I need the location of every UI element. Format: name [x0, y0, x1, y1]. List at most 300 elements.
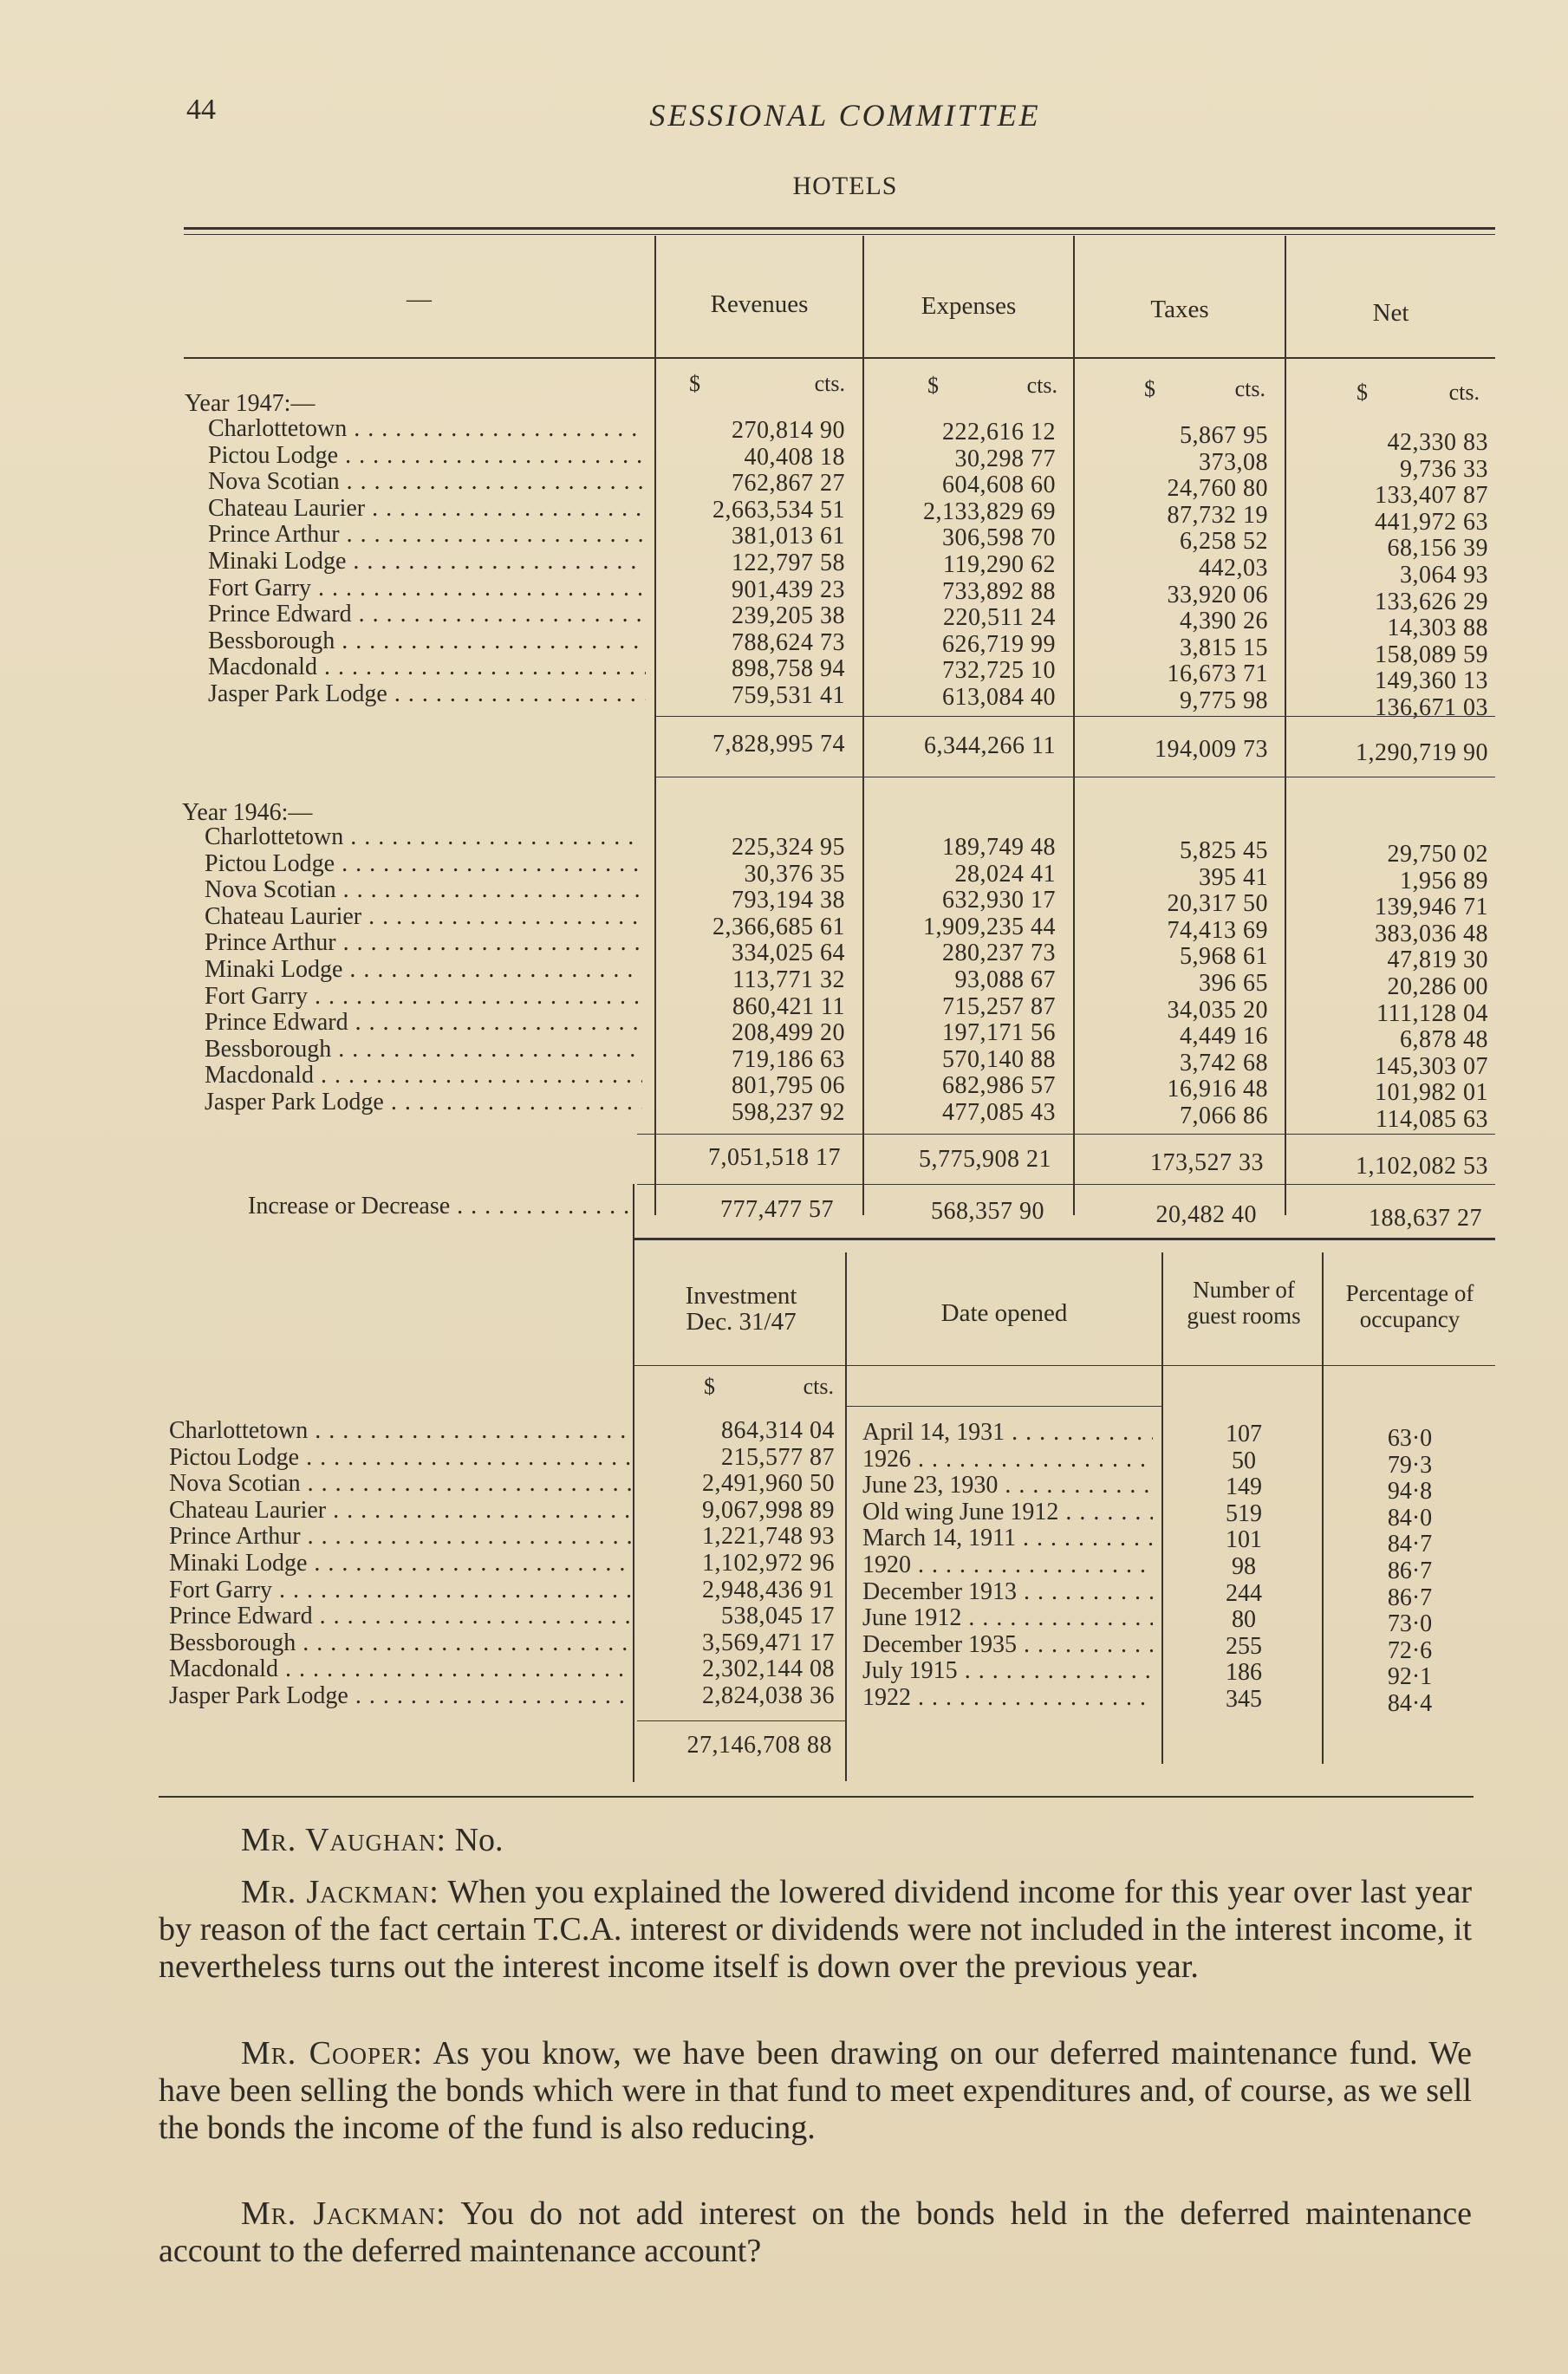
guest-rooms-cell-text: 98: [1232, 1553, 1256, 1580]
leader-dots: [342, 957, 642, 983]
unit-label: $ cts.: [1357, 380, 1480, 405]
change-taxes: 20,482 40: [1155, 1201, 1257, 1228]
hotel-name-row: [208, 469, 646, 496]
net-cell-text: 29,750 02: [1387, 842, 1488, 868]
revenue-cell-text: 225,324 95: [732, 835, 845, 861]
occupancy-cell-text: 79·3: [1387, 1452, 1433, 1479]
hotel-name-row: [205, 930, 642, 957]
leader-dots: [335, 851, 642, 877]
guest-rooms-cell-text: 101: [1226, 1527, 1262, 1554]
revenue-cell-text: 759,531 41: [732, 682, 845, 709]
hotel-name-row-text: Charlottetown: [169, 1418, 309, 1444]
net-cell: [1291, 668, 1488, 695]
date-opened-cell-text: March 14, 1911: [862, 1525, 1017, 1552]
revenue-cell-text: 898,758 94: [732, 656, 845, 683]
revenue-cell-text: 30,376 35: [744, 861, 845, 888]
date-opened-cell-text: Old wing June 1912: [862, 1499, 1059, 1525]
revenue-cell-text: 788,624 73: [732, 629, 845, 656]
total-revenues-1947: 7,828,995 74: [712, 731, 845, 758]
net-cell-text: 111,128 04: [1376, 1000, 1488, 1027]
net-cell: [1291, 974, 1488, 1001]
table-top-rule-thin: [184, 234, 1495, 235]
occupancy-cell-text: 63·0: [1387, 1426, 1433, 1452]
tax-cell: [1079, 556, 1268, 582]
date-opened-cell-text: June 1912: [862, 1605, 962, 1632]
leader-dots: [1016, 1525, 1153, 1551]
tax-cell: [1079, 1076, 1268, 1103]
guest-rooms-cell-text: 345: [1226, 1686, 1262, 1713]
guest-rooms-cell-text: 519: [1226, 1500, 1262, 1527]
date-opened-cell-text: December 1913: [862, 1578, 1018, 1605]
expense-cell: [867, 1073, 1056, 1100]
hotel-name-row-text: Minaki Lodge: [169, 1550, 308, 1577]
investment-cell: [637, 1471, 835, 1498]
column-header-date-opened: Date opened: [940, 1299, 1068, 1327]
tax-cell-text: 34,035 20: [1167, 997, 1268, 1024]
table2-unit-rule: [845, 1406, 1161, 1407]
leader-dots: [317, 654, 646, 680]
revenue-cell: [659, 577, 845, 604]
hotel-name-row-text: Nova Scotian: [169, 1471, 301, 1498]
revenue-cell-text: 762,867 27: [732, 471, 845, 498]
date-opened-cell-text: December 1935: [862, 1631, 1018, 1658]
column-header-taxes: Taxes: [1150, 296, 1209, 323]
occupancy-cell-text: 94·8: [1387, 1479, 1433, 1506]
revenue-cell-text: 793,194 38: [732, 888, 845, 914]
net-cell: [1291, 921, 1488, 948]
tax-cell: [1079, 1050, 1268, 1077]
revenue-cell-text: 2,366,685 61: [712, 914, 845, 940]
expense-cell: [867, 685, 1056, 712]
tax-cell-text: 9,775 98: [1180, 687, 1268, 714]
hotel-name-row-text: Pictou Lodge: [205, 850, 335, 877]
year-1946-label: Year 1946:—: [182, 799, 313, 826]
revenue-cell: [659, 445, 845, 472]
net-cell: [1291, 589, 1488, 616]
date-opened-cell: [862, 1473, 1153, 1499]
expense-cell-text: 732,725 10: [942, 658, 1056, 685]
guest-rooms-cell-text: 255: [1226, 1633, 1262, 1660]
leader-dots: [1017, 1579, 1153, 1605]
revenue-cell: [659, 418, 845, 445]
expense-cell: [867, 525, 1056, 552]
net-cell: [1291, 1054, 1488, 1081]
tax-cell: [1079, 998, 1268, 1024]
date-opened-cell-text: June 23, 1930: [862, 1473, 999, 1499]
tax-cell: [1079, 476, 1268, 503]
guest-rooms-cell-text: 149: [1226, 1474, 1262, 1501]
tax-cell: [1079, 503, 1268, 530]
date-opened-cell: [862, 1447, 1153, 1473]
revenues-1946: [659, 835, 845, 1127]
tax-cell: [1079, 423, 1268, 450]
transcript-paragraph: [159, 1874, 1472, 1986]
revenue-cell-text: 901,439 23: [732, 576, 845, 603]
tax-cell: [1079, 918, 1268, 945]
tax-cell-text: 6,258 52: [1180, 529, 1268, 556]
total-expenses-1947: 6,344,266 11: [924, 732, 1056, 759]
guest-rooms-cell: [1166, 1607, 1322, 1634]
hotel-name-row-text: Bessborough: [208, 628, 335, 654]
leader-dots: [365, 496, 646, 522]
tax-cell-text: 16,916 48: [1167, 1076, 1268, 1103]
guest-rooms-cell: [1166, 1581, 1322, 1608]
expense-cell: [867, 579, 1056, 606]
hotel-name-row: [208, 628, 646, 655]
tax-cell: [1079, 865, 1268, 892]
expense-cell: [867, 862, 1056, 888]
date-opened-cell: [862, 1685, 1153, 1712]
taxes-1947: [1079, 423, 1268, 715]
revenue-cell-text: 40,408 18: [744, 444, 845, 471]
tax-cell-text: 396 65: [1199, 970, 1268, 997]
date-opened-cell: [862, 1499, 1153, 1526]
investment-cell-text: 1,102,972 96: [702, 1550, 835, 1577]
hotel-name-row: [169, 1630, 633, 1657]
revenue-cell-text: 122,797 58: [732, 550, 845, 576]
hotel-name-row: [169, 1577, 633, 1604]
revenue-cell-text: 208,499 20: [732, 1020, 845, 1047]
date-opened-cell: [862, 1552, 1153, 1579]
running-title: SESSIONAL COMMITTEE: [649, 98, 1041, 133]
revenue-cell-text: 598,237 92: [732, 1099, 845, 1126]
occupancy-cell-text: 86·7: [1387, 1558, 1433, 1584]
revenue-cell: [659, 967, 845, 994]
revenue-cell-text: 2,663,534 51: [712, 497, 845, 524]
net-cell-text: 133,626 29: [1375, 589, 1488, 615]
hotel-name-row-text: Prince Arthur: [205, 930, 336, 957]
column-divider: [654, 236, 656, 1215]
occupancy-cell: [1324, 1638, 1495, 1665]
expense-cell-text: 280,237 73: [942, 940, 1056, 967]
expense-cell: [867, 446, 1056, 473]
expense-cell: [867, 605, 1056, 632]
expense-cell: [867, 888, 1056, 914]
revenue-cell: [659, 603, 845, 630]
occupancy-cell-text: 86·7: [1387, 1584, 1433, 1611]
net-cell: [1291, 483, 1488, 510]
hotel-name-row-text: Macdonald: [208, 654, 317, 681]
change-label: Increase or Decrease . . .: [248, 1193, 634, 1220]
hotel-name-row: [208, 416, 646, 443]
page-number: 44: [186, 94, 216, 126]
revenue-cell: [659, 1073, 845, 1100]
tax-cell-text: 33,920 06: [1167, 582, 1268, 608]
net-cell-text: 145,303 07: [1375, 1053, 1488, 1080]
hotel-name-row: [169, 1683, 633, 1710]
hotel-name-row: [205, 877, 642, 904]
leader-dots: [961, 1605, 1153, 1631]
expense-cell-text: 93,088 67: [954, 966, 1056, 993]
hotel-name-row: [205, 824, 642, 851]
hotel-name-row: [205, 904, 642, 931]
tax-cell-text: 5,968 61: [1180, 944, 1268, 971]
occupancy-cell: [1324, 1453, 1495, 1480]
hotel-name-row-text: Jasper Park Lodge: [205, 1089, 384, 1115]
net-cell-text: 3,064 93: [1400, 562, 1488, 589]
revenue-cell-text: 239,205 38: [732, 603, 845, 630]
investment-cell-text: 2,302,144 08: [702, 1656, 835, 1683]
hotel-name-row: [205, 1010, 642, 1037]
hotel-name-row: [208, 654, 646, 681]
leader-dots: [311, 576, 646, 602]
expense-cell: [867, 658, 1056, 685]
tax-cell-text: 373,08: [1199, 449, 1268, 476]
occupancy-cell: [1324, 1479, 1495, 1506]
hotel-name-row-text: Fort Garry: [208, 575, 311, 602]
unit-label: $ cts.: [1144, 376, 1265, 401]
net-cell-text: 114,085 63: [1376, 1106, 1488, 1133]
leader-dots: [348, 1010, 642, 1036]
hotel-name-row: [205, 984, 642, 1011]
occupancy-cell-text: 84·0: [1387, 1505, 1433, 1532]
hotel-name-row-text: Jasper Park Lodge: [169, 1682, 348, 1709]
date-opened-cell-text: 1922: [862, 1684, 911, 1711]
revenue-cell: [659, 1047, 845, 1074]
hotel-name-row: [169, 1471, 633, 1498]
occupancy-cell-text: 72·6: [1387, 1637, 1433, 1664]
table-head-rule: [184, 357, 1495, 359]
unit-label: $ cts.: [704, 1374, 834, 1399]
investment-cell: [637, 1603, 835, 1630]
date-opened-cell: [862, 1579, 1153, 1606]
expenses-1947: [867, 420, 1056, 712]
hotel-name-row: [169, 1418, 633, 1445]
investment-cell-text: 2,491,960 50: [702, 1471, 835, 1498]
expense-cell: [867, 940, 1056, 967]
hotel-name-row-text: Macdonald: [205, 1063, 314, 1089]
column-header-guest-rooms: Number of guest rooms: [1187, 1277, 1301, 1329]
change-net: 188,637 27: [1369, 1205, 1482, 1232]
hotel-name-row: [169, 1498, 633, 1525]
total-revenues-1946: 7,051,518 17: [708, 1144, 841, 1171]
tax-cell: [1079, 891, 1268, 918]
unit-label: $ cts.: [689, 371, 845, 396]
expense-cell-text: 604,608 60: [942, 472, 1056, 499]
guest-rooms-cell: [1166, 1501, 1322, 1528]
column-header-net: Net: [1372, 299, 1409, 327]
hotel-name-row-text: Jasper Park Lodge: [208, 680, 387, 707]
investment-cell-text: 2,948,436 91: [702, 1577, 835, 1603]
revenue-cell: [659, 524, 845, 550]
column-divider: [633, 1184, 634, 1782]
net-cell-text: 101,982 01: [1375, 1080, 1488, 1107]
hotel-name-row: [208, 549, 646, 576]
occupancy-cell: [1324, 1611, 1495, 1638]
tax-cell-text: 4,449 16: [1180, 1024, 1268, 1050]
leader-dots: [336, 930, 642, 956]
transcript-paragraph: [159, 2035, 1472, 2147]
guest-rooms-cell-text: 186: [1226, 1660, 1262, 1687]
hotel-names-1946: [205, 824, 642, 1116]
net-cell: [1291, 430, 1488, 457]
leader-dots: [348, 1683, 633, 1709]
expense-cell-text: 306,598 70: [942, 525, 1056, 552]
date-opened-cell: [862, 1658, 1153, 1685]
total-net-1947: 1,290,719 90: [1356, 739, 1488, 766]
speech-text: No.: [454, 1822, 504, 1858]
hotel-name-row: [205, 1089, 642, 1116]
change-revenues: 777,477 57: [720, 1196, 834, 1223]
expense-cell: [867, 994, 1056, 1021]
hotel-name-row-text: Bessborough: [169, 1629, 296, 1656]
revenue-cell: [659, 1100, 845, 1127]
hotel-name-row: [169, 1551, 633, 1577]
revenue-cell-text: 381,013 61: [732, 524, 845, 550]
expense-cell: [867, 967, 1056, 994]
tax-cell-text: 5,825 45: [1180, 838, 1268, 864]
total-expenses-1946: 5,775,908 21: [919, 1146, 1051, 1173]
occupancy-cell: [1324, 1426, 1495, 1453]
net-cell: [1291, 1107, 1488, 1134]
guest-rooms-cell: [1166, 1474, 1322, 1501]
occupancy-cell-text: 84·7: [1387, 1532, 1433, 1558]
leader-dots: [1005, 1420, 1153, 1446]
net-cell-text: 42,330 83: [1387, 430, 1488, 456]
leader-dots: [352, 602, 646, 628]
leader-dots: [340, 522, 646, 548]
net-cell: [1291, 868, 1488, 895]
expense-cell: [867, 472, 1056, 499]
leader-dots: [335, 628, 646, 654]
leader-dots: [326, 1498, 633, 1524]
leader-dots: [331, 1037, 642, 1063]
tax-cell-text: 7,066 86: [1180, 1102, 1268, 1129]
speaker-name: Mr. Vaughan:: [241, 1822, 447, 1858]
hotel-name-row-text: Pictou Lodge: [169, 1444, 300, 1471]
leader-dots: [313, 1603, 633, 1629]
occupancy-cell: [1324, 1506, 1495, 1532]
expense-cell-text: 2,133,829 69: [923, 498, 1056, 525]
expense-cell: [867, 420, 1056, 446]
section-title: HOTELS: [792, 172, 898, 200]
tax-cell-text: 24,760 80: [1167, 476, 1268, 503]
total-net-1946: 1,102,082 53: [1356, 1153, 1488, 1180]
net-cell: [1291, 842, 1488, 868]
tax-cell: [1079, 688, 1268, 715]
tax-cell: [1079, 1103, 1268, 1130]
column-divider: [1285, 236, 1286, 1215]
net-1947: [1291, 430, 1488, 722]
expense-cell: [867, 1100, 1056, 1127]
net-cell: [1291, 1080, 1488, 1107]
expense-cell-text: 197,171 56: [942, 1020, 1056, 1047]
date-opened-cell: [862, 1605, 1153, 1632]
date-opened-cell-text: July 1915: [862, 1658, 958, 1685]
hotel-name-row-text: Chateau Laurier: [169, 1497, 327, 1524]
transcript-paragraph: [159, 1822, 1472, 1859]
date-opened-cell: [862, 1632, 1153, 1659]
occupancy-cell-text: 92·1: [1387, 1664, 1433, 1691]
revenue-cell: [659, 940, 845, 967]
expense-cell-text: 626,719 99: [942, 631, 1056, 658]
tax-cell: [1079, 944, 1268, 971]
hotel-name-row-text: Charlottetown: [205, 824, 344, 850]
tax-cell: [1079, 661, 1268, 688]
net-cell-text: 47,819 30: [1387, 947, 1488, 974]
tax-cell: [1079, 635, 1268, 662]
tax-cell: [1079, 971, 1268, 998]
expense-cell-text: 632,930 17: [942, 888, 1056, 914]
leader-dots: [314, 1063, 642, 1089]
leader-dots: [998, 1473, 1153, 1499]
tax-cell: [1079, 838, 1268, 865]
investment-values: [637, 1418, 835, 1710]
net-cell: [1291, 642, 1488, 669]
expense-cell-text: 715,257 87: [942, 993, 1056, 1020]
occupancy-cell: [1324, 1558, 1495, 1585]
net-cell: [1291, 947, 1488, 974]
date-opened-cell-text: April 14, 1931: [862, 1420, 1005, 1446]
tax-cell-text: 395 41: [1199, 864, 1268, 891]
guest-rooms-cell: [1166, 1527, 1322, 1554]
subtotal-rule: [637, 1134, 1495, 1135]
guest-rooms-cell: [1166, 1421, 1322, 1448]
hotel-name-row-text: Fort Garry: [205, 983, 308, 1010]
table-top-rule: [184, 227, 1495, 230]
occupancy-cell-text: 73·0: [1387, 1611, 1433, 1638]
occupancy-cell: [1324, 1691, 1495, 1718]
expense-cell: [867, 1047, 1056, 1074]
tax-cell-text: 3,742 68: [1180, 1050, 1268, 1076]
hotel-name-row: [208, 576, 646, 602]
expense-cell-text: 477,085 43: [942, 1099, 1056, 1126]
column-header-revenues: Revenues: [710, 290, 809, 318]
revenue-cell-text: 334,025 64: [732, 940, 845, 967]
occupancy-values: [1324, 1426, 1495, 1718]
revenue-cell: [659, 683, 845, 710]
investment-cell: [637, 1551, 835, 1577]
expense-cell: [867, 499, 1056, 526]
occupancy-cell: [1324, 1532, 1495, 1558]
leader-dots: [301, 1524, 633, 1550]
guest-rooms-cell-text: 107: [1226, 1421, 1262, 1447]
revenue-cell: [659, 994, 845, 1021]
revenue-cell: [659, 914, 845, 941]
column-divider: [1073, 236, 1075, 1215]
hotel-name-row-text: Minaki Lodge: [208, 548, 347, 575]
leader-dots: [1017, 1632, 1153, 1658]
speech-text: You do not add interest on the bonds held in the deferred maintenance account to the deferred maintenance account?: [159, 2195, 1472, 2269]
net-cell: [1291, 615, 1488, 642]
investment-cell: [637, 1577, 835, 1604]
leader-dots: [361, 904, 642, 930]
hotel-name-row-text: Charlottetown: [208, 416, 348, 442]
investment-cell-text: 538,045 17: [721, 1603, 835, 1630]
leader-dots: [347, 416, 646, 442]
net-cell-text: 149,360 13: [1375, 668, 1488, 695]
expense-cell-text: 119,290 62: [943, 551, 1056, 578]
column-divider: [1322, 1252, 1324, 1764]
revenue-cell: [659, 862, 845, 888]
date-opened-cell: [862, 1525, 1153, 1552]
tax-cell-text: 4,390 26: [1180, 608, 1268, 635]
hotel-name-row: [205, 1063, 642, 1089]
investment-cell-text: 1,221,748 93: [702, 1524, 835, 1551]
date-opened-cell-text: 1926: [862, 1446, 911, 1473]
hotel-name-row-text: Pictou Lodge: [208, 442, 339, 469]
revenue-cell-text: 801,795 06: [732, 1073, 845, 1100]
revenue-cell: [659, 656, 845, 683]
guest-rooms-cell-text: 244: [1226, 1580, 1262, 1607]
tax-cell: [1079, 1024, 1268, 1050]
tax-cell-text: 16,673 71: [1167, 661, 1268, 688]
date-opened-cell-text: 1920: [862, 1551, 911, 1578]
leader-dots: [308, 984, 642, 1010]
net-cell-text: 133,407 87: [1375, 483, 1488, 510]
date-opened-values: [862, 1420, 1153, 1712]
hotel-name-row-text: Prince Arthur: [208, 522, 340, 549]
